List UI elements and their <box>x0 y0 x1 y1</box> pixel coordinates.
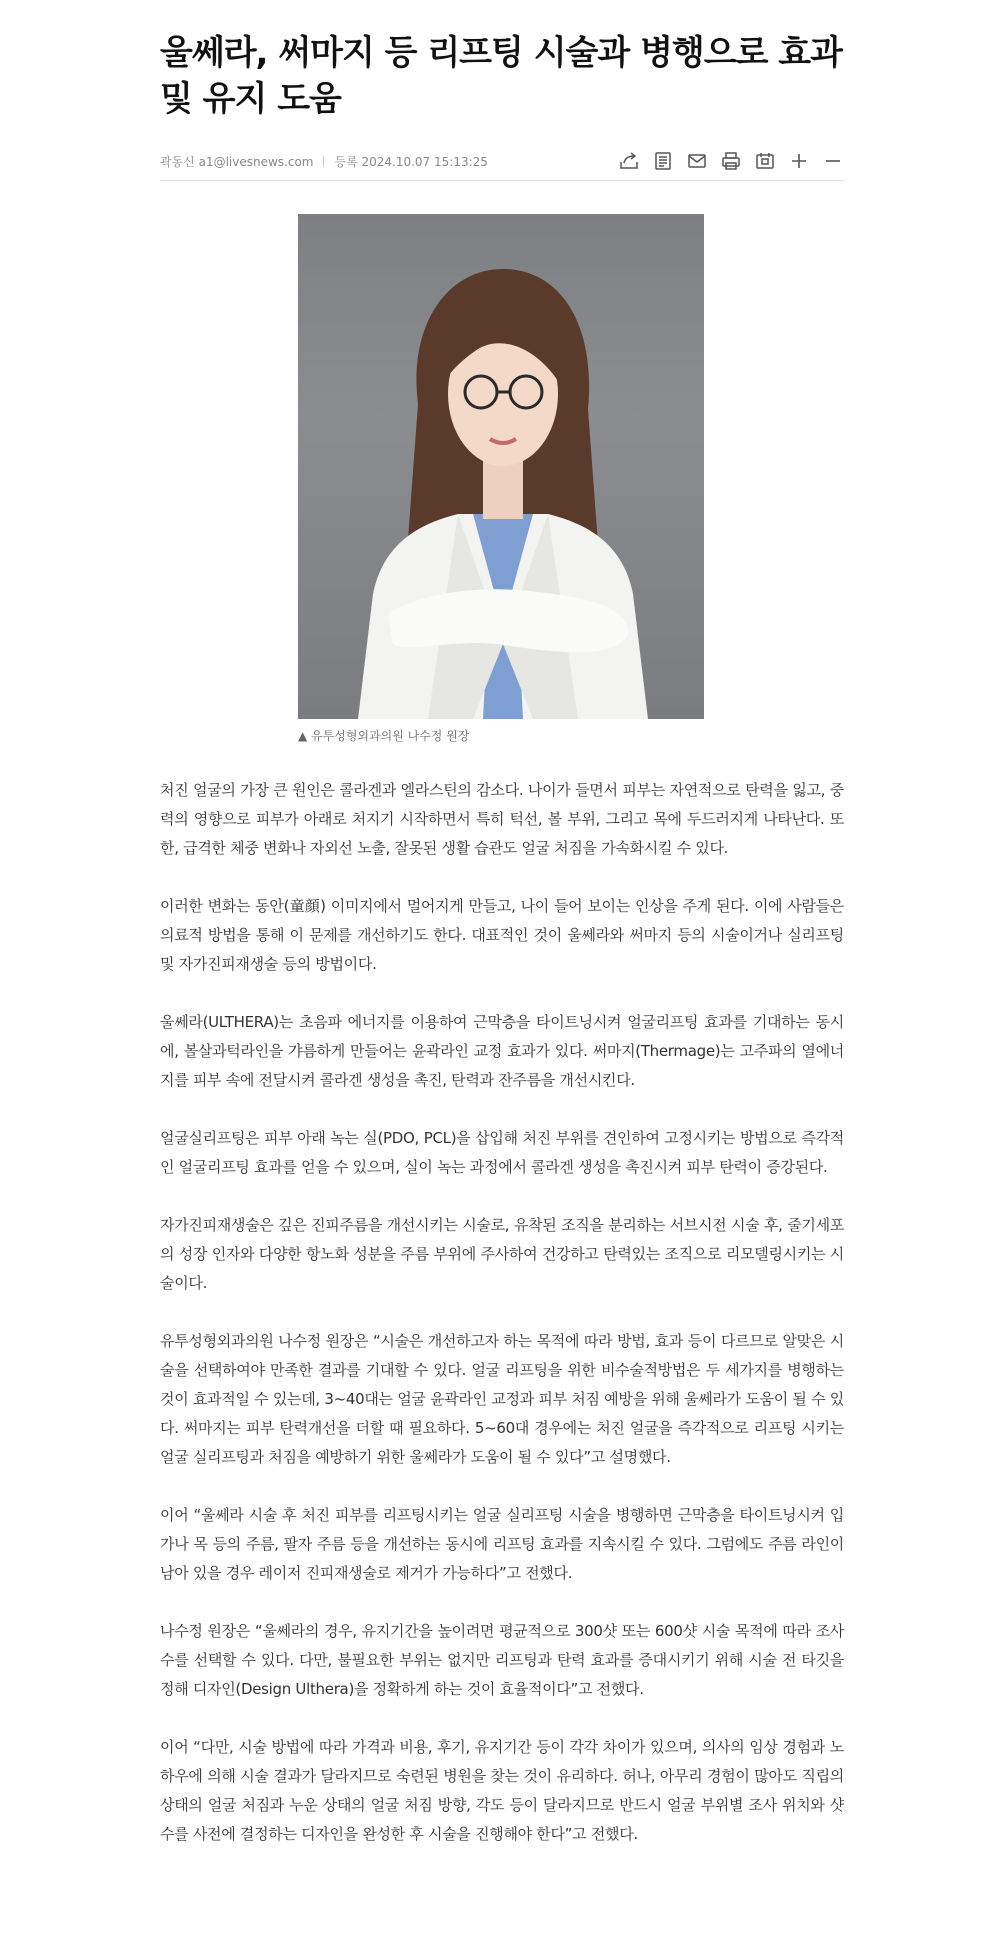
paragraph: 이어 “울쎄라 시술 후 처진 피부를 리프팅시키는 얼굴 실리프팅 시술을 병행하면 근막층을 타이트닝시켜 입가나 목 등의 주름, 팔자 주름 등을 개선하는 동시에 리프팅 효과를 지속시킬 수 있다. 그럼에도 주름 라인이 남아 있을 경우 레이저 진피재생술로 제거가 가능하다”고 전했다. <box>160 1506 844 1582</box>
article-toolbar <box>618 150 844 172</box>
article-meta <box>160 146 844 176</box>
paragraph: 유투성형외과의원 나수정 원장은 “시술은 개선하고자 하는 목적에 따라 방법, 효과 등이 다르므로 알맞은 시술을 선택하여야 만족한 결과를 기대할 수 있다. 얼굴 리프팅을 위한 비수술적방법은 두 세가지를 병행하는 것이 효과적일 수 있는데, 3~40대는 얼굴 윤곽라인 교정과 피부 처짐 예방을 위해 울쎄라가 도움이 될 수 있다. 써마지는 피부 탄력개선을 더할 때 필요하다. 5~60대 경우에는 처진 얼굴을 즉각적으로 리프팅 시키는 얼굴 실리프팅과 처짐을 예방하기 위한 울쎄라가 도움이 될 수 있다”고 설명했다. <box>160 1332 844 1466</box>
article-figure <box>298 214 704 744</box>
paragraph: 나수정 원장은 “울쎄라의 경우, 유지기간을 높이려면 평균적으로 300샷 또는 600샷 시술 목적에 따라 조사 수를 선택할 수 있다. 다만, 불필요한 부위는 없지만 리프팅과 탄력 효과를 증대시키기 위해 시술 전 타깃을 정해 디자인(Design Ulthera)을 정확하게 하는 것이 효율적이다”고 전했다. <box>160 1622 844 1698</box>
header-divider <box>160 180 844 181</box>
article-body <box>160 776 844 1878</box>
portrait-photo <box>298 214 704 719</box>
minus-icon[interactable] <box>822 150 844 172</box>
meta-divider <box>323 156 324 167</box>
publish-date: 등록 2024.10.07 15:13:25 <box>334 154 488 169</box>
article-icon[interactable] <box>652 150 674 172</box>
paragraph: 자가진피재생술은 깊은 진피주름을 개선시키는 시술로, 유착된 조직을 분리하는 서브시전 시술 후, 줄기세포의 성장 인자와 다양한 항노화 성분을 주름 부위에 주사하여 건강하고 탄력있는 조직으로 리모델링시키는 시술이다. <box>160 1216 844 1292</box>
paragraph: 이어 “다만, 시술 방법에 따라 가격과 비용, 후기, 유지기간 등이 각각 차이가 있으며, 의사의 임상 경험과 노하우에 의해 시술 결과가 달라지므로 숙련된 병원을 찾는 것이 유리하다. 허나, 아무리 경험이 많아도 직립의 상태의 얼굴 처짐과 누운 상태의 얼굴 처짐 방향, 각도 등이 달라지므로 반드시 얼굴 부위별 조사 위치와 샷수를 사전에 결정하는 디자인을 완성한 후 시술을 진행해야 한다”고 전했다. <box>160 1738 844 1843</box>
paragraph: 울쎄라(ULTHERA)는 초음파 에너지를 이용하여 근막층을 타이트닝시켜 얼굴리프팅 효과를 기대하는 동시에, 볼살과턱라인을 갸름하게 만들어는 윤곽라인 교정 효과가 있다. 써마지(Thermage)는 고주파의 열에너지를 피부 속에 전달시켜 콜라겐 생성을 촉진, 탄력과 잔주름을 개선시킨다. <box>160 1013 844 1089</box>
article-headline: 울쎄라, 써마지 등 리프팅 시술과 병행으로 효과 및 유지 도움 <box>160 33 842 119</box>
paragraph: 처진 얼굴의 가장 큰 원인은 콜라겐과 엘라스틴의 감소다. 나이가 들면서 피부는 자연적으로 탄력을 잃고, 중력의 영향으로 피부가 아래로 처지기 시작하면서 특히 턱선, 볼 부위, 그리고 목에 두드러지게 나타난다. 또한, 급격한 체중 변화나 자외선 노출, 잘못된 생활 습관도 얼굴 처짐을 가속화시킬 수 있다. <box>160 781 844 857</box>
paragraph: 이러한 변화는 동안(童顔) 이미지에서 멀어지게 만들고, 나이 들어 보이는 인상을 주게 된다. 이에 사람들은 의료적 방법을 통해 이 문제를 개선하기도 한다. 대표적인 것이 울쎄라와 써마지 등의 시술이거나 실리프팅 및 자가진피재생술 등의 방법이다. <box>160 897 844 973</box>
scrap-icon[interactable] <box>754 150 776 172</box>
paragraph: 얼굴실리프팅은 피부 아래 녹는 실(PDO, PCL)을 삽입해 처진 부위를 견인하여 고정시키는 방법으로 즉각적인 얼굴리프팅 효과를 얻을 수 있으며, 실이 녹는 과정에서 콜라겐 생성을 촉진시켜 피부 탄력이 증강된다. <box>160 1129 844 1176</box>
mail-icon[interactable] <box>686 150 708 172</box>
author-byline: 곽동신 a1@livesnews.com <box>160 154 314 169</box>
share-icon[interactable] <box>618 150 640 172</box>
plus-icon[interactable] <box>788 150 810 172</box>
print-icon[interactable] <box>720 150 742 172</box>
photo-caption: ▲ 유투성형외과의원 나수정 원장 <box>298 729 470 743</box>
